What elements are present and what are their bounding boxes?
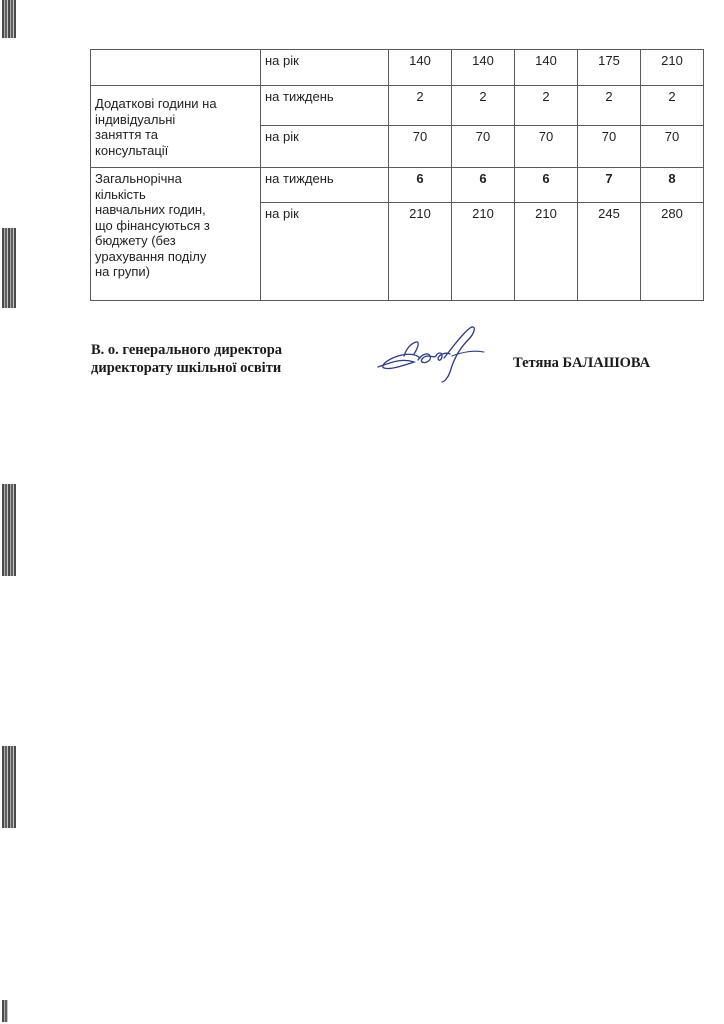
row-label-line: Загальнорічна [95, 171, 182, 186]
scan-artifact [2, 1000, 8, 1022]
row-label-line: що фінансуються з [95, 217, 210, 233]
value-cell: 245 [578, 203, 641, 301]
value-cell: 280 [641, 203, 704, 301]
scan-artifact [2, 746, 16, 828]
value-cell: 140 [515, 50, 578, 86]
row-label-cell [91, 50, 261, 86]
value-cell: 8 [641, 168, 704, 203]
signatory-position [91, 341, 282, 377]
row-label-line: Додаткові години на [95, 96, 217, 111]
value-cell: 6 [389, 168, 452, 203]
row-label-line: консультації [95, 142, 169, 158]
value-cell: 140 [452, 50, 515, 86]
scan-artifact [2, 0, 16, 38]
position-line: директорату шкільної освіти [91, 360, 282, 376]
row-label-line: бюджету (без [95, 233, 176, 248]
value-cell: 2 [452, 86, 515, 126]
unit-cell: на тиждень [261, 86, 389, 126]
row-label-line: кількість [95, 186, 146, 202]
scan-artifact [2, 228, 16, 308]
value-cell: 210 [389, 203, 452, 301]
value-cell: 70 [578, 126, 641, 168]
value-cell: 6 [515, 168, 578, 203]
value-cell: 2 [389, 86, 452, 126]
table-row [91, 50, 704, 86]
row-label-line: на групи) [95, 264, 150, 279]
handwritten-signature [372, 322, 492, 388]
value-cell: 70 [515, 126, 578, 168]
scan-artifact [2, 484, 16, 576]
value-cell: 6 [452, 168, 515, 203]
value-cell: 70 [452, 126, 515, 168]
position-line: В. о. генерального директора [91, 342, 283, 358]
value-cell: 210 [452, 203, 515, 301]
value-cell: 210 [641, 50, 704, 86]
value-cell: 7 [578, 168, 641, 203]
value-cell: 2 [578, 86, 641, 126]
value-cell: 140 [389, 50, 452, 86]
unit-cell: на тиждень [261, 168, 389, 203]
unit-cell: на рік [261, 203, 389, 301]
value-cell: 70 [641, 126, 704, 168]
row-label-line: індивідуальні [95, 111, 176, 127]
hours-table [90, 49, 704, 301]
row-label-cell [91, 168, 261, 301]
row-label-line: заняття та [95, 127, 159, 142]
unit-cell: на рік [261, 126, 389, 168]
value-cell: 70 [389, 126, 452, 168]
table-row [91, 86, 704, 126]
value-cell: 175 [578, 50, 641, 86]
table-row [91, 168, 704, 203]
row-label-line: навчальних годин, [95, 202, 206, 217]
value-cell: 2 [641, 86, 704, 126]
value-cell: 2 [515, 86, 578, 126]
signatory-name: Тетяна БАЛАШОВА [513, 355, 651, 371]
unit-cell: на рік [261, 50, 389, 86]
row-label-line: урахування поділу [95, 248, 207, 264]
row-label-cell [91, 86, 261, 168]
value-cell: 210 [515, 203, 578, 301]
